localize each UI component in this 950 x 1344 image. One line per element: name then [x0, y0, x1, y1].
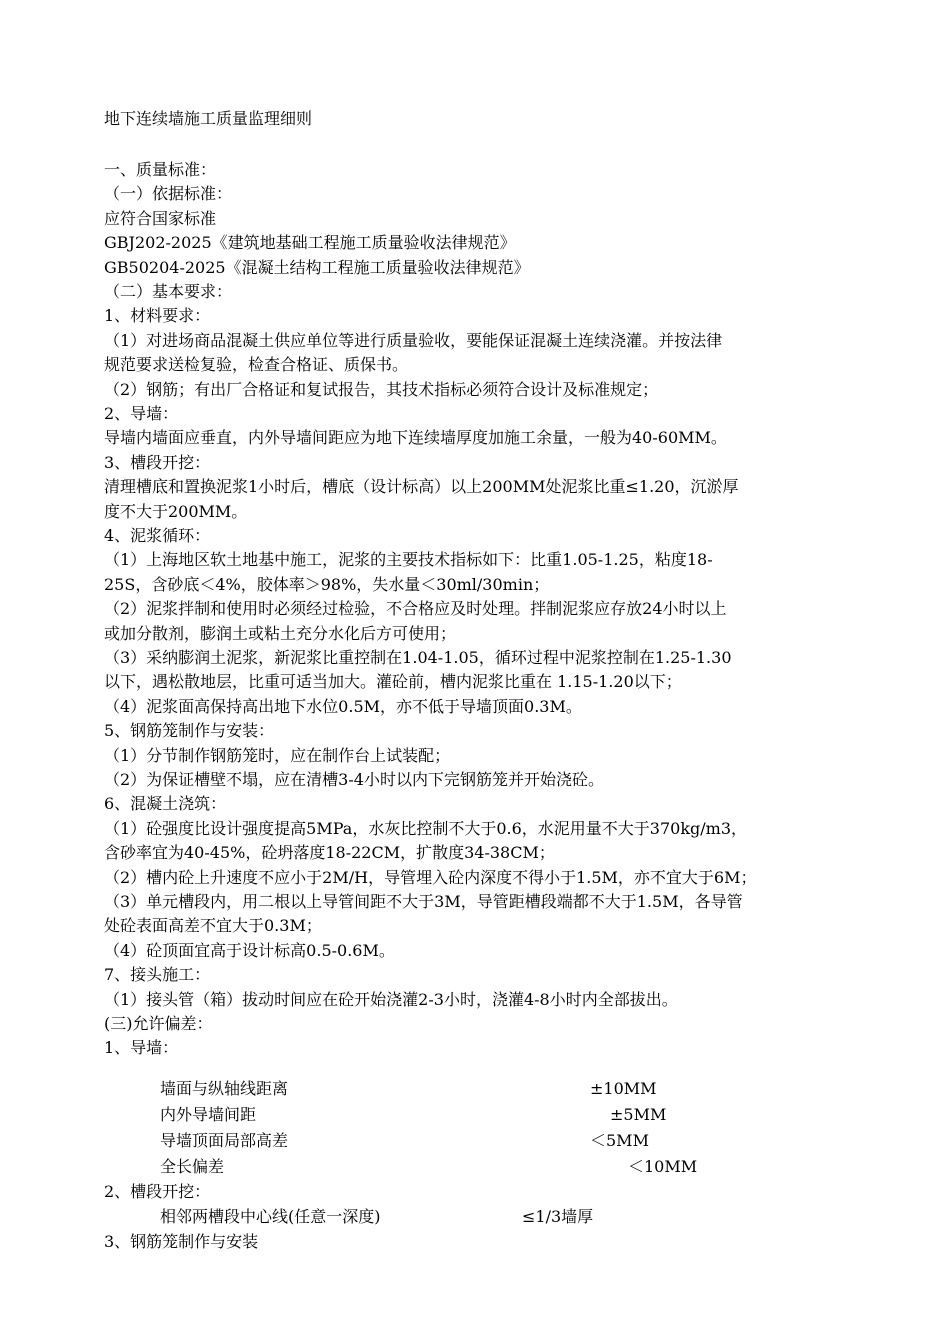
tolerance-value: ＜10MM [628, 1157, 698, 1176]
body-line: 清理槽底和置换泥浆1小时后，槽底（设计标高）以上200MM处泥浆比重≤1.20，沉淤厚 [104, 477, 739, 496]
body-line: （1）上海地区软土地基中施工，泥浆的主要技术指标如下：比重1.05-1.25，粘度18- [104, 550, 713, 569]
body-line: 含砂率宜为40-45%，砼坍落度18-22CM，扩散度34-38CM； [104, 843, 555, 862]
tolerance-label: 导墙顶面局部高差 [160, 1131, 289, 1150]
body-line: GBJ202-2025《建筑地基础工程施工质量验收法律规范》 [104, 233, 516, 252]
body-line: 5、钢筋笼制作与安装： [104, 721, 275, 740]
body-line: （二）基本要求： [104, 282, 233, 301]
body-line: 规范要求送检复验，检查合格证、质保书。 [104, 355, 409, 374]
body-line: （1）对进场商品混凝土供应单位等进行质量验收，要能保证混凝土连续浇灌。并按法律 [104, 331, 723, 350]
body-line: （1）分节制作钢筋笼时，应在制作台上试装配； [104, 746, 451, 765]
tolerance-value: ±5MM [610, 1105, 667, 1124]
body-line: （2）钢筋；有出厂合格证和复试报告，其技术指标必须符合设计及标准规定； [104, 380, 659, 399]
tolerance-label: 内外导墙间距 [160, 1105, 257, 1124]
body-line: (三)允许偏差： [104, 1014, 213, 1033]
tolerance-value: ±10MM [590, 1079, 657, 1098]
section-heading: 3、钢筋笼制作与安装 [104, 1232, 259, 1251]
body-line: （4）泥浆面高保持高出地下水位0.5M，亦不低于导墙顶面0.3M。 [104, 697, 582, 716]
tolerance-value: ≤1/3墙厚 [522, 1207, 594, 1226]
body-line: 处砼表面高差不宜大于0.3M； [104, 916, 322, 935]
tolerance-value: ＜5MM [590, 1131, 649, 1150]
body-line: （一）依据标准： [104, 184, 233, 203]
body-line: 度不大于200MM。 [104, 502, 248, 521]
body-line: 一、质量标准： [104, 160, 217, 179]
tolerance-label: 全长偏差 [160, 1157, 225, 1176]
body-line: （3）采纳膨润土泥浆，新泥浆比重控制在1.04-1.05，循环过程中泥浆控制在1.25-1.30 [104, 648, 732, 667]
body-line: 2、导墙： [104, 404, 179, 423]
body-line: 7、接头施工： [104, 965, 211, 984]
body-line: GB50204-2025《混凝土结构工程施工质量验收法律规范》 [104, 258, 530, 277]
body-line: （2）为保证槽壁不塌，应在清槽3-4小时以内下完钢筋笼并开始浇砼。 [104, 770, 604, 789]
body-line: （1）接头管（箱）拔动时间应在砼开始浇灌2-3小时，浇灌4-8小时内全部拔出。 [104, 990, 678, 1009]
section-heading: 2、槽段开挖： [104, 1182, 211, 1201]
tolerance-label: 相邻两槽段中心线(任意一深度) [160, 1207, 381, 1226]
body-line: 或加分散剂，膨润土或粘土充分水化后方可使用； [104, 624, 457, 643]
body-line: （2）槽内砼上升速度不应小于2M/H，导管埋入砼内深度不得小于1.5M，亦不宜大于6M； [104, 868, 757, 887]
body-line: （4）砼顶面宜高于设计标高0.5-0.6M。 [104, 941, 395, 960]
body-line: 6、混凝土浇筑： [104, 794, 227, 813]
body-line: 1、材料要求： [104, 306, 211, 325]
body-line: 25S，含砂底＜4%，胶体率＞98%，失水量＜30ml/30min； [104, 575, 550, 594]
document-title: 地下连续墙施工质量监理细则 [104, 109, 313, 128]
body-line: 3、槽段开挖： [104, 453, 211, 472]
body-line: 4、泥浆循环： [104, 526, 211, 545]
body-line: （1）砼强度比设计强度提高5MPa，水灰比控制不大于0.6，水泥用量不大于370kg/m3， [104, 819, 747, 838]
body-line: 导墙内墙面应垂直，内外导墙间距应为地下连续墙厚度加施工余量，一般为40-60MM。 [104, 428, 727, 447]
body-line: 以下，遇松散地层，比重可适当加大。灌砼前，槽内泥浆比重在 1.15-1.20以下； [104, 672, 682, 691]
tolerance-label: 墙面与纵轴线距离 [160, 1079, 289, 1098]
body-line: （2）泥浆拌制和使用时必须经过检验，不合格应及时处理。拌制泥浆应存放24小时以上 [104, 599, 727, 618]
body-line: （3）单元槽段内，用二根以上导管间距不大于3M，导管距槽段端都不大于1.5M，各导管 [104, 892, 743, 911]
body-line: 应符合国家标准 [104, 209, 217, 228]
body-line: 1、导墙： [104, 1038, 179, 1057]
